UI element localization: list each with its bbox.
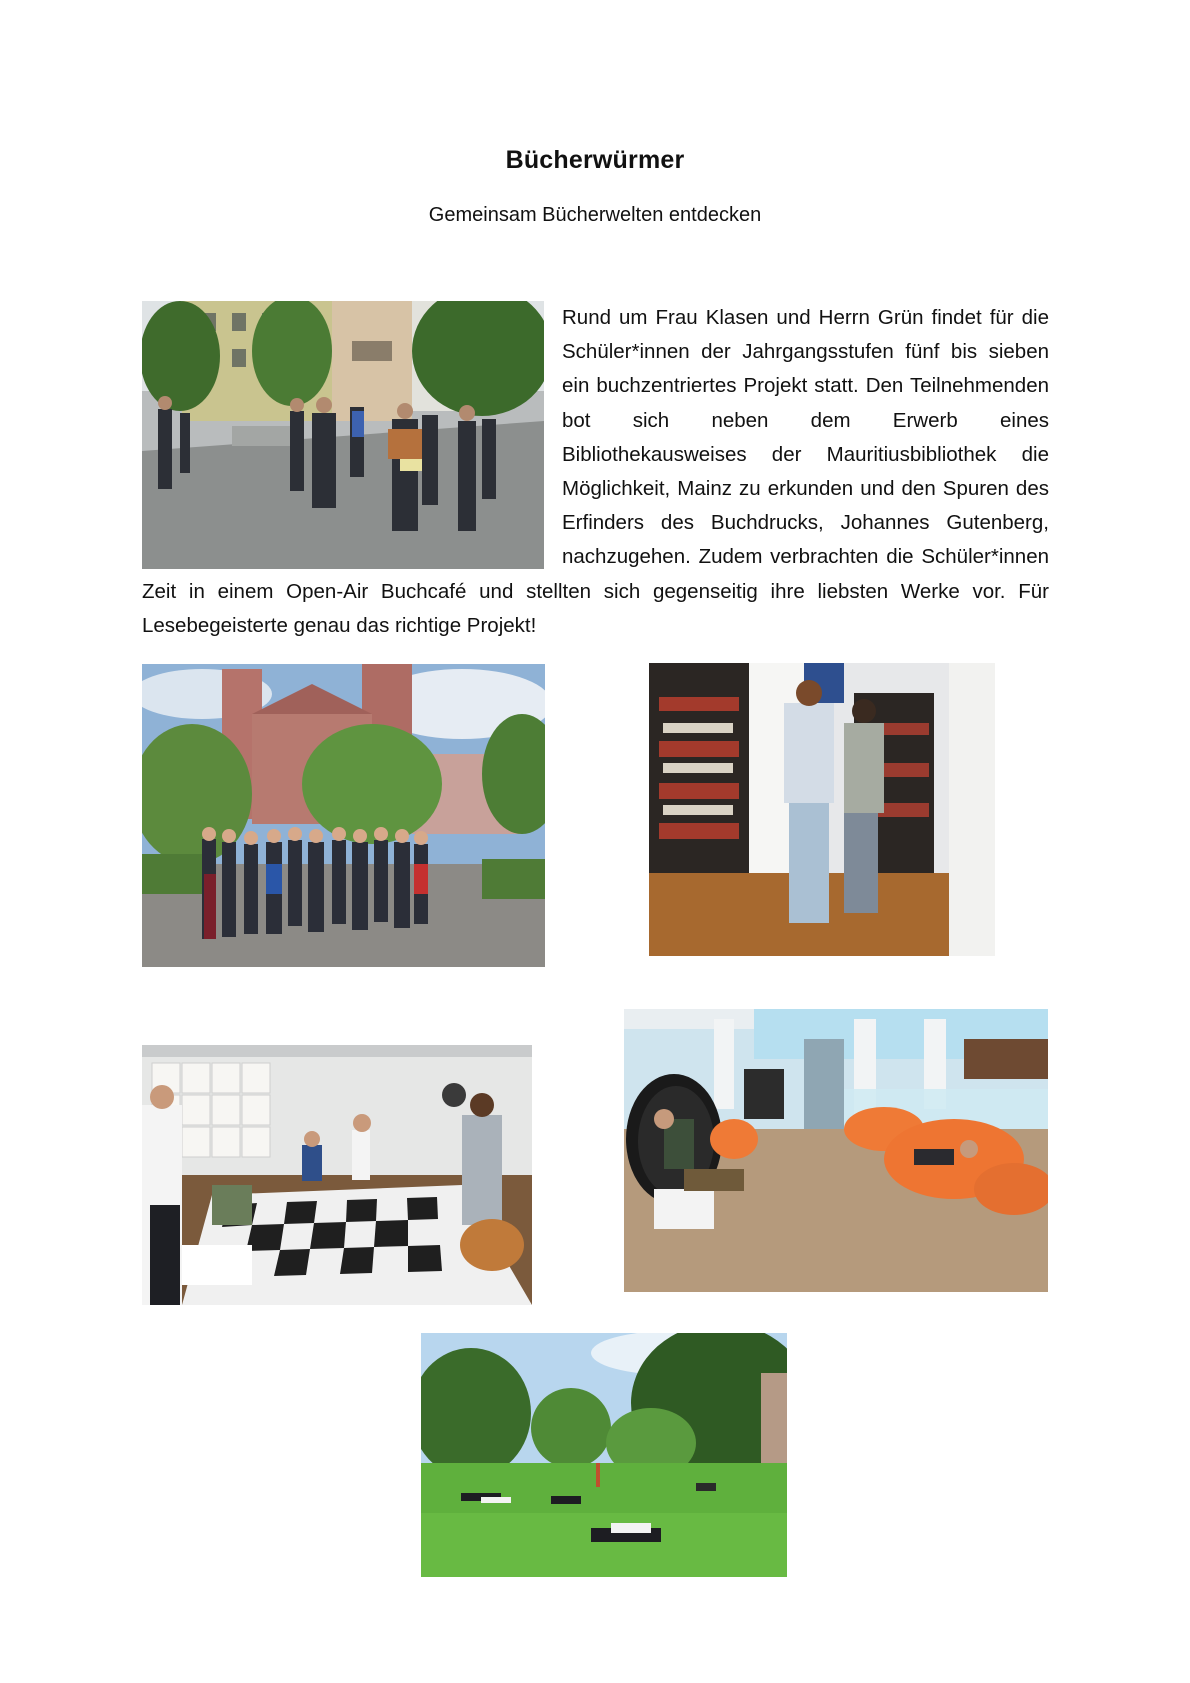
photo-cathedral-group bbox=[142, 664, 545, 967]
article bbox=[142, 301, 1049, 643]
photo-library-lounge bbox=[624, 1009, 1048, 1292]
photo-city-square-group bbox=[142, 301, 544, 569]
photo-park-picnic bbox=[421, 1333, 787, 1577]
page-title: Bücherwürmer bbox=[505, 146, 685, 174]
page-subtitle: Gemeinsam Bücherwelten entdecken bbox=[428, 204, 762, 226]
photo-library-shelves bbox=[649, 663, 995, 956]
article-text: Rund um Frau Klasen und Herrn Grün findet für die Schüler*innen der Jahrgangsstufen fünf bis sieben ein buchzentriertes Projekt statt. Den Teilnehmenden bot sich neben dem Erwerb eines Bibliothekausweises der Mauritiusbibliothek die Möglichkeit, Mainz zu erkunden und den Spuren des Erfinders des Buchdrucks, Johannes Gutenberg, nachzugehen. Zudem verbrachten die Schüler*innen Zeit in einem Open-Air Buchcafé und stellten sich gegenseitig ihre liebsten Werke vor. Für Lesebegeisterte genau das richtige Projekt! bbox=[142, 306, 1049, 637]
photo-chess-room bbox=[142, 1045, 532, 1305]
